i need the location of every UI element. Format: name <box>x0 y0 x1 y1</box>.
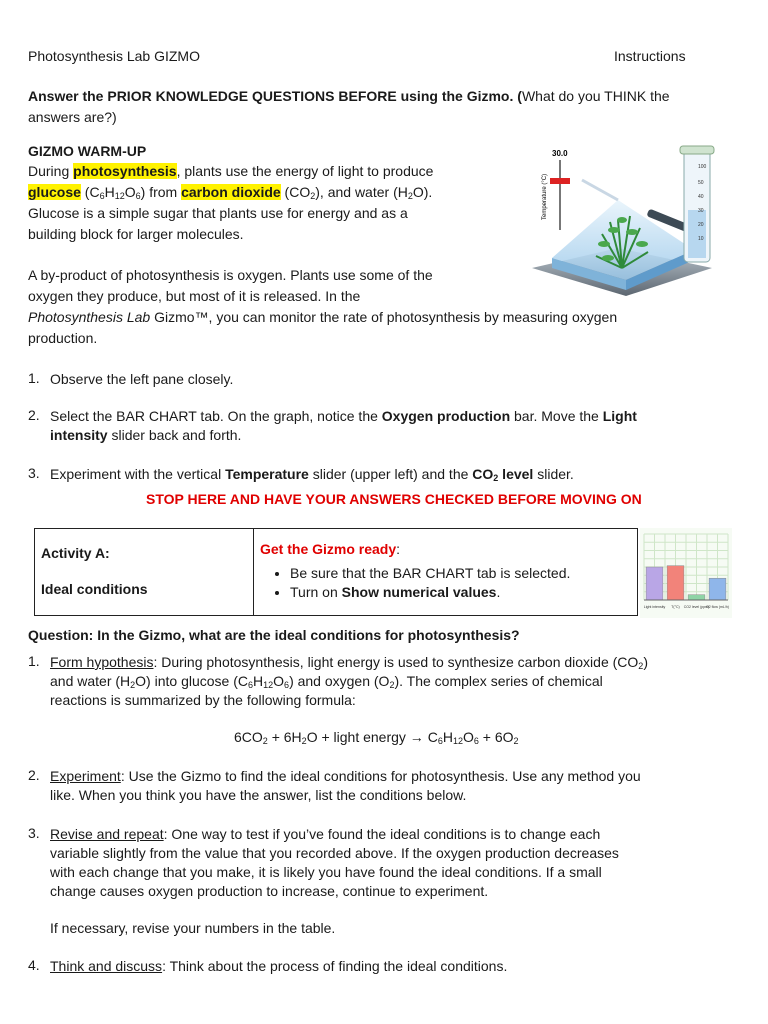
sub: 2 <box>301 736 307 746</box>
main-question <box>28 627 520 643</box>
warmup-paragraph-1 <box>28 161 508 245</box>
t: Oxygen production <box>381 408 511 424</box>
stop-notice: STOP HERE AND HAVE YOUR ANSWERS CHECKED BEFORE MOVING ON <box>146 491 642 507</box>
bullet-numerical-values <box>290 583 637 602</box>
q3-text <box>50 825 740 901</box>
t: Temperature <box>225 466 309 482</box>
t: : <box>396 541 401 557</box>
revise-repeat-label: Revise and repeat <box>50 826 164 842</box>
scale-label: 20 <box>698 222 704 228</box>
t: and water (H <box>50 673 131 689</box>
t: slider (upper left) and the <box>308 466 473 482</box>
think-discuss-label: Think and discuss <box>50 958 163 974</box>
sub: 12 <box>452 736 463 746</box>
photosynthesis-formula <box>234 729 519 745</box>
bar <box>667 566 684 600</box>
t: : One way to test if you’ve found the ideal conditions is to change each <box>163 826 601 842</box>
t: ). The complex series of chemical <box>394 673 603 689</box>
q3-number: 3. <box>28 825 40 841</box>
t: O + light energy → C <box>306 729 438 745</box>
t: : Think about the process of finding the ideal conditions. <box>162 958 508 974</box>
t: level <box>498 466 534 482</box>
sub: 6 <box>135 191 141 201</box>
t: + 6H <box>267 729 302 745</box>
step-3-number: 3. <box>28 465 40 481</box>
t: . <box>496 584 501 600</box>
sub: 6 <box>248 680 254 690</box>
t: + 6O <box>478 729 514 745</box>
header-title: Photosynthesis Lab GIZMO <box>28 48 200 64</box>
sub: 2 <box>130 680 136 690</box>
t: : Use the Gizmo to find the ideal conditions for photosynthesis. Use any method you <box>120 768 641 784</box>
sub: 6 <box>437 736 443 746</box>
t: intensity <box>50 427 108 443</box>
t: Select the BAR CHART tab. On the graph, notice the <box>50 408 382 424</box>
t: with each change that you make, it is likely you have found the ideal conditions. If a small <box>50 864 602 880</box>
sub: 2 <box>262 736 268 746</box>
t: bar. Move the <box>510 408 603 424</box>
q4-number: 4. <box>28 957 40 973</box>
t: Light <box>602 408 637 424</box>
tick-label: T(°C) <box>671 605 680 609</box>
t: 6CO <box>234 729 263 745</box>
bar-chart-thumbnail <box>640 528 732 618</box>
t: H <box>253 673 264 689</box>
step-2-text <box>50 407 740 445</box>
sub: 2 <box>389 680 395 690</box>
sub: 12 <box>263 680 274 690</box>
sub: 12 <box>114 191 125 201</box>
step-2-number: 2. <box>28 407 40 423</box>
t: slider back and forth. <box>107 427 242 443</box>
highlight-carbon-dioxide: carbon dioxide <box>181 184 281 200</box>
activity-title: Activity A: <box>41 545 110 561</box>
t: O <box>124 184 136 200</box>
t: Photosynthesis Lab <box>28 309 151 325</box>
step-1-text: Observe the left pane closely. <box>50 371 234 387</box>
t: : During photosynthesis, light energy is used to synthesize carbon dioxide (CO <box>153 654 639 670</box>
t: slider. <box>533 466 574 482</box>
t: building block for larger molecules. <box>28 226 244 242</box>
t: ), and water (H <box>315 184 408 200</box>
activity-subtitle: Ideal conditions <box>41 581 148 597</box>
bar <box>688 595 705 600</box>
t: Show numerical values <box>341 584 497 600</box>
t: , plants use the energy of light to produce <box>176 163 434 179</box>
tick-label: O2 flow (mL/h) <box>706 605 729 609</box>
scale-label: 30 <box>698 208 704 214</box>
scale-label: 100 <box>698 164 707 170</box>
t: A by-product of photosynthesis is oxygen. Plants use some of the <box>28 267 433 283</box>
q2-number: 2. <box>28 767 40 783</box>
prior-bold: Answer the PRIOR KNOWLEDGE QUESTIONS BEFORE using the Gizmo <box>28 88 510 104</box>
prior-dot: . ( <box>509 88 522 104</box>
q1-text <box>50 653 740 710</box>
highlight-glucose: glucose <box>28 184 81 200</box>
scale-label: 10 <box>698 236 704 242</box>
t: oxygen they produce, but most of it is released. In the <box>28 288 361 304</box>
t: ) from <box>140 184 182 200</box>
t: reactions is summarized by the following formula: <box>50 692 356 708</box>
t: (C <box>80 184 100 200</box>
activity-instructions-cell <box>254 529 638 616</box>
highlight-photosynthesis: photosynthesis <box>73 163 177 179</box>
sub: 6 <box>473 736 479 746</box>
t: ) <box>643 654 648 670</box>
t: Experiment with the vertical <box>50 466 226 482</box>
t: Gizmo™, you can monitor the rate of photosynthesis by measuring oxygen <box>150 309 618 325</box>
tick-label: CO2 level (ppm) <box>683 605 710 609</box>
t: Question <box>28 627 89 643</box>
t: O) into glucose (C <box>135 673 248 689</box>
prior-rest2: answers are?) <box>28 109 117 125</box>
t: variable slightly from the value that you recorded above. If the oxygen production decreases <box>50 845 619 861</box>
form-hypothesis-label: Form hypothesis <box>50 654 154 670</box>
t: During <box>28 163 74 179</box>
bar <box>646 567 663 600</box>
t: production. <box>28 330 98 346</box>
t: O <box>273 673 285 689</box>
q4-text <box>50 957 740 976</box>
step-1-number: 1. <box>28 370 40 386</box>
header-instructions: Instructions <box>614 48 686 64</box>
bullet-bar-chart: • Be sure that the BAR CHART tab is selected. <box>290 564 637 583</box>
t: CO <box>472 466 494 482</box>
step-3-text <box>50 465 740 484</box>
gizmo-illustration <box>522 140 718 310</box>
experiment-label: Experiment <box>50 768 121 784</box>
sub: 2 <box>493 473 499 483</box>
activity-label-cell <box>35 529 254 616</box>
t: : In the Gizmo, what are the ideal conditions for photosynthesis? <box>88 627 520 643</box>
activity-table <box>34 528 638 616</box>
temp-slider-handle <box>550 178 570 184</box>
sub: 2 <box>513 736 519 746</box>
get-ready-line <box>260 541 637 557</box>
t: O <box>462 729 474 745</box>
t: Glucose is a simple sugar that plants use for energy and as a <box>28 205 408 221</box>
t: like. When you think you have the answer, list the conditions below. <box>50 787 467 803</box>
sub: 2 <box>310 191 316 201</box>
sub: 6 <box>99 191 105 201</box>
bar <box>709 578 726 600</box>
t: Turn on <box>290 584 342 600</box>
q2-text <box>50 767 740 805</box>
t: change causes oxygen production to increase, continue to experiment. <box>50 883 489 899</box>
t: O). <box>412 184 433 200</box>
sub: 2 <box>638 661 644 671</box>
prior-knowledge-instruction <box>28 86 728 128</box>
scale-label: 40 <box>698 194 704 200</box>
prior-rest: What do you THINK the <box>521 88 670 104</box>
tick-label: Light intensity <box>643 605 666 609</box>
sub: 2 <box>407 191 413 201</box>
q3-revise-note: If necessary, revise your numbers in the table. <box>50 920 336 936</box>
t: H <box>442 729 453 745</box>
t: (CO <box>280 184 311 200</box>
temp-axis-label: Temperature (°C) <box>542 173 548 220</box>
t: ) and oxygen (O <box>289 673 390 689</box>
temp-value: 30.0 <box>552 149 568 158</box>
q1-number: 1. <box>28 653 40 669</box>
warmup-title: GIZMO WARM-UP <box>28 143 147 159</box>
scale-label: 50 <box>698 180 704 186</box>
sub: 6 <box>284 680 290 690</box>
t: H <box>104 184 115 200</box>
get-ready-label: Get the Gizmo ready <box>260 541 397 557</box>
